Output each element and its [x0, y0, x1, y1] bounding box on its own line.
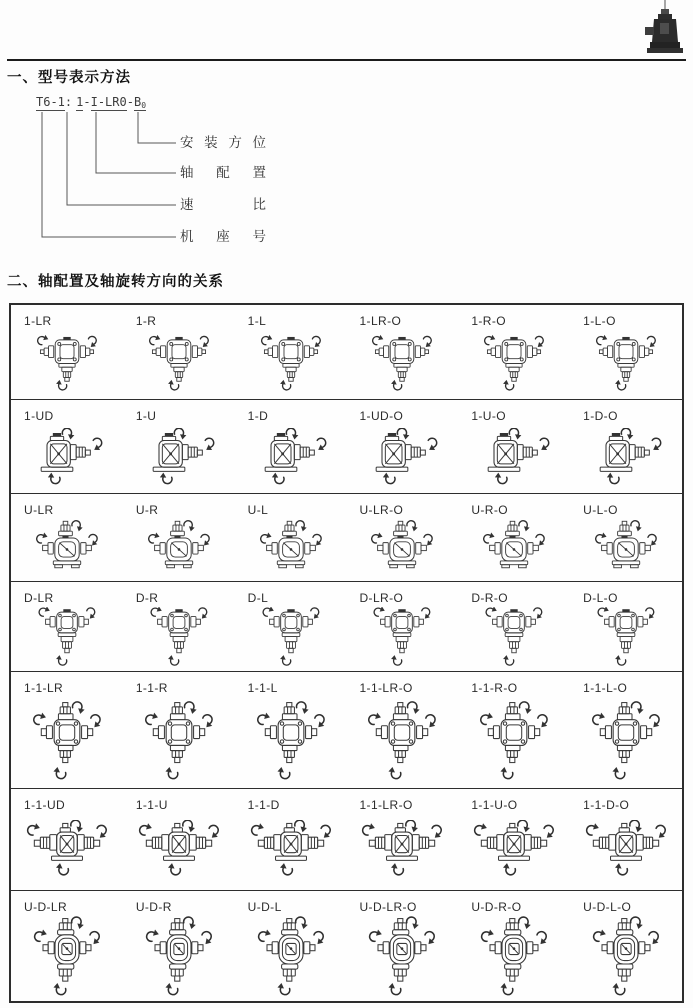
config-label: U-D-LR: [24, 900, 68, 914]
config-label: D-LR-O: [359, 591, 404, 605]
gearbox-diagram: [586, 423, 666, 493]
callout-frame-number: 机座号: [180, 229, 266, 244]
config-cell: [235, 672, 347, 788]
gearbox-photo-icon: [641, 0, 687, 58]
config-label: 1-LR: [24, 314, 52, 328]
model-frame: T6-1: [36, 95, 65, 109]
config-label: 1-R: [135, 314, 157, 328]
gearbox-diagram: [259, 517, 323, 581]
model-sep: :: [64, 95, 73, 109]
gearbox-diagram: [483, 605, 545, 671]
config-label: 1-1-LR: [24, 681, 64, 695]
config-label: 1-UD: [24, 409, 54, 423]
gearbox-diagram: [359, 812, 445, 890]
config-cell: [458, 789, 570, 890]
table-row: [11, 400, 682, 494]
config-label: 1-1-D: [247, 798, 280, 812]
table-row: [11, 891, 682, 1001]
gearbox-diagram: [482, 517, 546, 581]
config-label: U-L-O: [583, 503, 618, 517]
gearbox-diagram: [248, 812, 334, 890]
config-label: 1-L: [247, 314, 267, 328]
gearbox-diagram: [260, 605, 322, 671]
config-cell: [123, 672, 235, 788]
config-label: D-R-O: [471, 591, 508, 605]
config-cell: [11, 789, 123, 890]
config-label: 1-U-O: [471, 409, 506, 423]
config-label: U-LR: [24, 503, 54, 517]
config-cell: [235, 400, 347, 493]
gearbox-diagram: [594, 517, 658, 581]
model-sep: -: [126, 95, 134, 109]
config-label: 1-D-O: [583, 409, 618, 423]
config-cell: [346, 582, 458, 671]
config-cell: [235, 494, 347, 581]
config-label: U-LR-O: [359, 503, 404, 517]
config-cell: [570, 672, 682, 788]
config-label: 1-R-O: [471, 314, 506, 328]
config-label: U-D-R-O: [471, 900, 522, 914]
config-cell: [235, 582, 347, 671]
config-cell: [11, 305, 123, 399]
table-row: [11, 582, 682, 672]
config-label: 1-1-UD: [24, 798, 66, 812]
config-cell: [123, 891, 235, 1001]
model-sep: -: [83, 95, 91, 109]
config-label: 1-1-LR-O: [359, 798, 413, 812]
model-code: [36, 95, 146, 110]
config-cell: [458, 305, 570, 399]
section-1-title: 一、型号表示方法: [7, 70, 131, 86]
section-2-title: 二、轴配置及轴旋转方向的关系: [7, 274, 224, 290]
config-cell: [570, 494, 682, 581]
gearbox-diagram: [366, 695, 438, 788]
config-cell: [123, 305, 235, 399]
gearbox-diagram: [590, 695, 662, 788]
gearbox-diagram: [31, 695, 103, 788]
config-cell: [11, 891, 123, 1001]
config-label: U-R-O: [471, 503, 508, 517]
table-row: [11, 494, 682, 582]
gearbox-diagram: [371, 605, 433, 671]
config-cell: [346, 494, 458, 581]
config-cell: [458, 672, 570, 788]
config-label: 1-1-U: [135, 798, 168, 812]
config-cell: [123, 582, 235, 671]
config-cell: [458, 494, 570, 581]
gearbox-diagram: [362, 423, 442, 493]
config-label: 1-UD-O: [359, 409, 404, 423]
config-label: 1-1-L: [247, 681, 278, 695]
table-row: [11, 789, 682, 891]
table-row: [11, 305, 682, 400]
header-rule: [7, 59, 686, 61]
config-cell: [346, 891, 458, 1001]
gearbox-diagram: [36, 605, 98, 671]
config-cell: [346, 789, 458, 890]
config-label: 1-LR-O: [359, 314, 402, 328]
config-cell: [570, 400, 682, 493]
config-label: U-R: [135, 503, 159, 517]
config-label: D-R: [135, 591, 159, 605]
gearbox-diagram: [595, 328, 657, 399]
config-label: 1-1-U-O: [471, 798, 518, 812]
config-label: U-D-L: [247, 900, 282, 914]
gearbox-diagram: [260, 328, 322, 399]
config-label: 1-D: [247, 409, 269, 423]
gearbox-diagram: [143, 695, 215, 788]
gearbox-diagram: [148, 605, 210, 671]
gearbox-diagram: [595, 605, 657, 671]
gearbox-diagram: [31, 914, 103, 1001]
gearbox-diagram: [474, 423, 554, 493]
shaft-configuration-table: [9, 303, 684, 1003]
config-label: 1-1-LR-O: [359, 681, 413, 695]
gearbox-diagram: [148, 328, 210, 399]
config-label: U-D-LR-O: [359, 900, 417, 914]
config-label: 1-1-R: [135, 681, 168, 695]
config-cell: [235, 305, 347, 399]
config-label: 1-U: [135, 409, 157, 423]
gearbox-diagram: [478, 695, 550, 788]
gearbox-diagram: [24, 812, 110, 890]
gearbox-diagram: [583, 812, 669, 890]
config-cell: [346, 305, 458, 399]
gearbox-diagram: [27, 423, 107, 493]
config-cell: [11, 400, 123, 493]
config-cell: [346, 672, 458, 788]
callout-speed-ratio: 速比: [180, 197, 266, 212]
gearbox-diagram: [483, 328, 545, 399]
gearbox-diagram: [370, 517, 434, 581]
config-cell: [570, 582, 682, 671]
gearbox-diagram: [136, 812, 222, 890]
model-ratio: 1: [76, 95, 84, 109]
model-shaft-config: I-LR0: [90, 95, 127, 109]
config-label: D-L: [247, 591, 269, 605]
config-cell: [11, 582, 123, 671]
config-label: 1-1-L-O: [583, 681, 628, 695]
config-label: D-L-O: [583, 591, 618, 605]
gearbox-diagram: [471, 812, 557, 890]
callout-connector-lines: [30, 110, 180, 245]
gearbox-diagram: [143, 914, 215, 1001]
gearbox-diagram: [590, 914, 662, 1001]
callout-mounting-position: 安装方位: [180, 135, 266, 150]
config-cell: [346, 400, 458, 493]
config-cell: [235, 789, 347, 890]
model-mount: $B_0$: [133, 95, 147, 110]
config-cell: [458, 582, 570, 671]
gearbox-diagram: [478, 914, 550, 1001]
gearbox-diagram: [255, 695, 327, 788]
config-cell: [570, 891, 682, 1001]
config-cell: [11, 494, 123, 581]
config-cell: [235, 891, 347, 1001]
config-cell: [458, 400, 570, 493]
config-cell: [123, 789, 235, 890]
config-cell: [123, 400, 235, 493]
config-label: 1-L-O: [583, 314, 616, 328]
config-label: U-D-R: [135, 900, 172, 914]
config-cell: [123, 494, 235, 581]
table-row: [11, 672, 682, 789]
callout-shaft-configuration: 轴配置: [180, 165, 266, 180]
config-label: 1-1-R-O: [471, 681, 518, 695]
config-label: D-LR: [24, 591, 54, 605]
config-cell: [570, 305, 682, 399]
gearbox-diagram: [147, 517, 211, 581]
gearbox-diagram: [36, 328, 98, 399]
gearbox-diagram: [371, 328, 433, 399]
config-cell: [570, 789, 682, 890]
config-cell: [458, 891, 570, 1001]
config-label: 1-1-D-O: [583, 798, 630, 812]
config-cell: [11, 672, 123, 788]
config-label: U-D-L-O: [583, 900, 632, 914]
gearbox-diagram: [139, 423, 219, 493]
gearbox-diagram: [255, 914, 327, 1001]
gearbox-diagram: [251, 423, 331, 493]
gearbox-diagram: [366, 914, 438, 1001]
config-label: U-L: [247, 503, 269, 517]
gearbox-diagram: [35, 517, 99, 581]
